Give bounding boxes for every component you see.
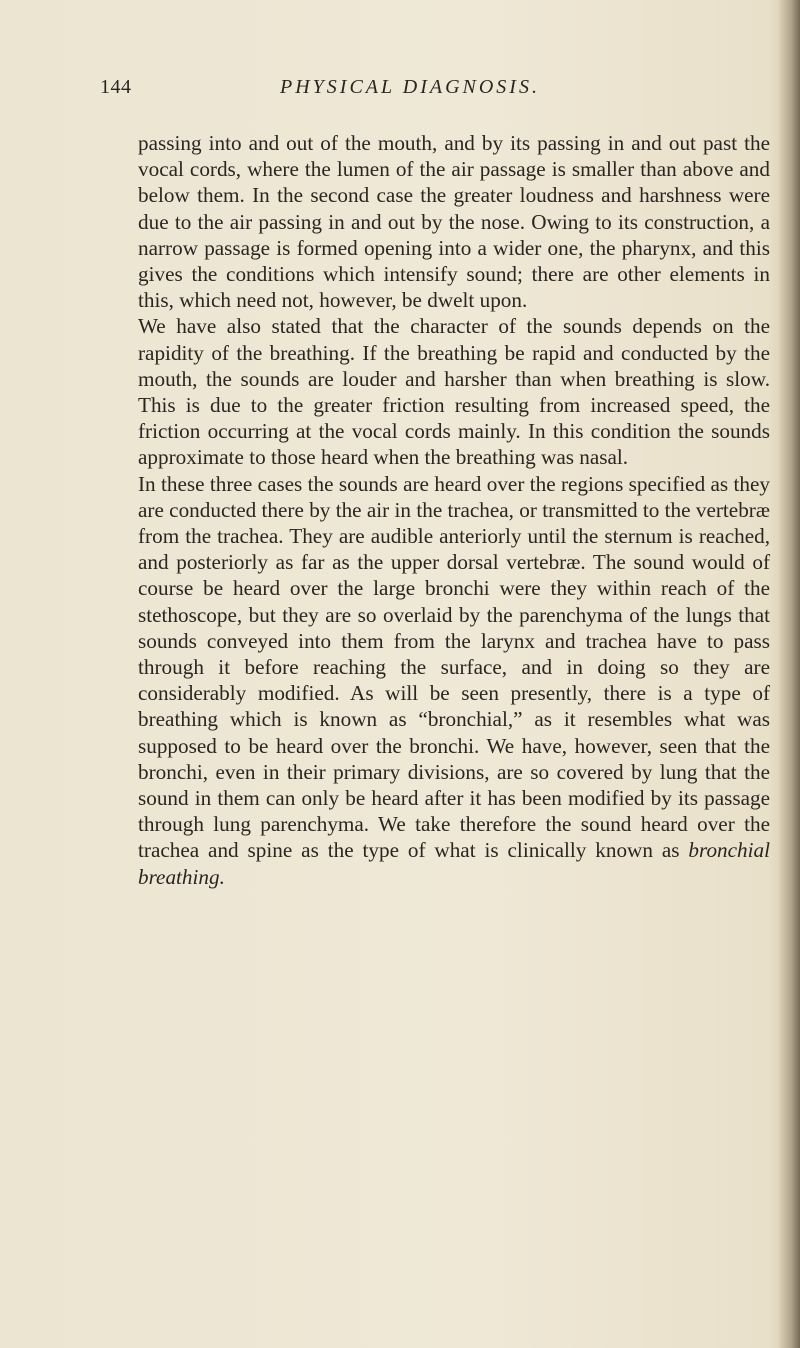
- page-number: 144: [100, 76, 132, 98]
- body-text: [138, 130, 770, 890]
- paragraph-3-italic-term: bronchial breathing.: [138, 838, 770, 889]
- paragraph-2: We have also stated that the character of the sounds depends on the rapidity of the breathing. If the breathing be rapid and conducted by the mouth, the sounds are louder and harsher than when breathing is slow. This is due to the greater friction resulting from increased speed, the friction occurring at the vocal cords mainly. In this condition the sounds approximate to those heard when the breathing was nasal.: [138, 314, 770, 470]
- paragraph-3: [138, 471, 770, 890]
- page-edge-shadow: [778, 0, 800, 1348]
- paragraph-1: passing into and out of the mouth, and by its passing in and out past the vocal cords, where the lumen of the air passage is smaller than above and below them. In the second case the greater loudness and harshness were due to the air passing in and out by the nose. Owing to its construction, a narrow passage is formed opening into a wider one, the pharynx, and this gives the conditions which intensify sound; there are other elements in this, which need not, however, be dwelt upon.: [138, 131, 770, 313]
- running-head: [100, 76, 762, 108]
- running-title: PHYSICAL DIAGNOSIS.: [280, 76, 540, 98]
- paragraph-3-text: In these three cases the sounds are heard over the regions specified as they are conducted there by the air in the trachea, or transmitted to the vertebræ from the trachea. They are audible anteriorly until the sternum is reached, and posteriorly as far as the upper dorsal vertebræ. The sound would of course be heard over the large bronchi were they within reach of the stethoscope, but they are so overlaid by the parenchyma of the lungs that sounds conveyed into them from the larynx and trachea have to pass through it before reaching the surface, and in doing so they are considerably modified. As will be seen presently, there is a type of breathing which is known as “bronchial,” as it resembles what was supposed to be heard over the bronchi. We have, however, seen that the bronchi, even in their primary divisions, are so covered by lung that the sound in them can only be heard after it has been modified by its passage through lung parenchyma. We take therefore the sound heard over the trachea and spine as the type of what is clinically known as: [138, 471, 770, 863]
